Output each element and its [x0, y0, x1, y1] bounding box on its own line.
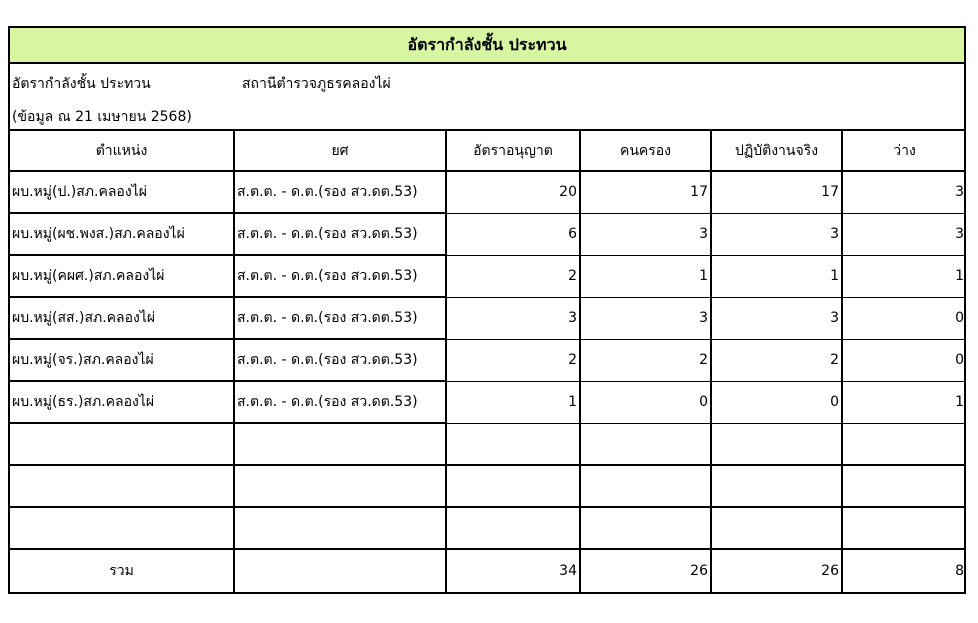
cell-held: 3	[580, 213, 711, 255]
cell-allowed: 3	[446, 297, 580, 339]
cell-allowed: 2	[446, 339, 580, 381]
cell-vacant: 0	[842, 297, 966, 339]
staffing-table	[10, 131, 966, 594]
cell-rank: ส.ต.ต. - ด.ต.(รอง สว.ดต.53)	[234, 339, 446, 381]
empty-cell	[711, 465, 842, 507]
table-row	[10, 255, 966, 297]
cell-rank: ส.ต.ต. - ด.ต.(รอง สว.ดต.53)	[234, 213, 446, 255]
empty-cell	[234, 507, 446, 549]
cell-allowed: 2	[446, 255, 580, 297]
cell-position: ผบ.หมู่(คผศ.)สภ.คลองไผ่	[10, 255, 234, 297]
total-allowed: 34	[446, 549, 580, 593]
col-header-vacant: ว่าง	[842, 131, 966, 171]
cell-vacant: 1	[842, 255, 966, 297]
cell-position: ผบ.หมู่(จร.)สภ.คลองไผ่	[10, 339, 234, 381]
empty-cell	[446, 465, 580, 507]
sheet-title: อัตรากำลังชั้น ประทวน	[10, 28, 964, 64]
table-row	[10, 381, 966, 423]
cell-actual: 2	[711, 339, 842, 381]
cell-vacant: 0	[842, 339, 966, 381]
cell-vacant: 1	[842, 381, 966, 423]
empty-cell	[711, 507, 842, 549]
total-held: 26	[580, 549, 711, 593]
cell-held: 3	[580, 297, 711, 339]
cell-position: ผบ.หมู่(สส.)สภ.คลองไผ่	[10, 297, 234, 339]
empty-cell	[711, 423, 842, 465]
cell-actual: 3	[711, 297, 842, 339]
total-row	[10, 549, 966, 593]
empty-cell	[842, 423, 966, 465]
empty-cell	[234, 423, 446, 465]
cell-held: 2	[580, 339, 711, 381]
total-actual: 26	[711, 549, 842, 593]
total-vacant: 8	[842, 549, 966, 593]
cell-vacant: 3	[842, 171, 966, 213]
empty-cell	[580, 507, 711, 549]
cell-position: ผบ.หมู่(ป.)สภ.คลองไผ่	[10, 171, 234, 213]
cell-held: 1	[580, 255, 711, 297]
table-row	[10, 339, 966, 381]
cell-position: ผบ.หมู่(ธร.)สภ.คลองไผ่	[10, 381, 234, 423]
empty-cell	[10, 465, 234, 507]
table-row	[10, 213, 966, 255]
cell-rank: ส.ต.ต. - ด.ต.(รอง สว.ดต.53)	[234, 381, 446, 423]
empty-cell	[842, 507, 966, 549]
station-name: สถานีตำรวจภูธรคลองไผ่	[242, 76, 391, 92]
cell-position: ผบ.หมู่(ผช.พงส.)สภ.คลองไผ่	[10, 213, 234, 255]
col-header-position: ตำแหน่ง	[10, 131, 234, 171]
cell-vacant: 3	[842, 213, 966, 255]
empty-row	[10, 507, 966, 549]
empty-cell	[10, 507, 234, 549]
table-row	[10, 297, 966, 339]
col-header-held: คนครอง	[580, 131, 711, 171]
cell-actual: 0	[711, 381, 842, 423]
data-date: (ข้อมูล ณ 21 เมษายน 2568)	[10, 105, 964, 131]
cell-held: 17	[580, 171, 711, 213]
header-row	[10, 131, 966, 171]
empty-cell	[10, 423, 234, 465]
cell-actual: 3	[711, 213, 842, 255]
empty-row	[10, 465, 966, 507]
empty-cell	[234, 465, 446, 507]
cell-actual: 17	[711, 171, 842, 213]
col-header-actual: ปฏิบัติงานจริง	[711, 131, 842, 171]
col-header-rank: ยศ	[234, 131, 446, 171]
cell-allowed: 1	[446, 381, 580, 423]
cell-rank: ส.ต.ต. - ด.ต.(รอง สว.ดต.53)	[234, 171, 446, 213]
total-label: รวม	[10, 549, 234, 593]
cell-held: 0	[580, 381, 711, 423]
empty-cell	[580, 423, 711, 465]
cell-rank: ส.ต.ต. - ด.ต.(รอง สว.ดต.53)	[234, 297, 446, 339]
total-rank	[234, 549, 446, 593]
info-row	[10, 64, 964, 105]
col-header-allowed: อัตราอนุญาต	[446, 131, 580, 171]
empty-row	[10, 423, 966, 465]
empty-cell	[446, 507, 580, 549]
cell-allowed: 6	[446, 213, 580, 255]
empty-cell	[580, 465, 711, 507]
cell-actual: 1	[711, 255, 842, 297]
table-row	[10, 171, 966, 213]
cell-rank: ส.ต.ต. - ด.ต.(รอง สว.ดต.53)	[234, 255, 446, 297]
staffing-sheet	[8, 26, 966, 594]
empty-cell	[446, 423, 580, 465]
empty-cell	[842, 465, 966, 507]
info-label: อัตรากำลังชั้น ประทวน	[12, 76, 151, 92]
cell-allowed: 20	[446, 171, 580, 213]
